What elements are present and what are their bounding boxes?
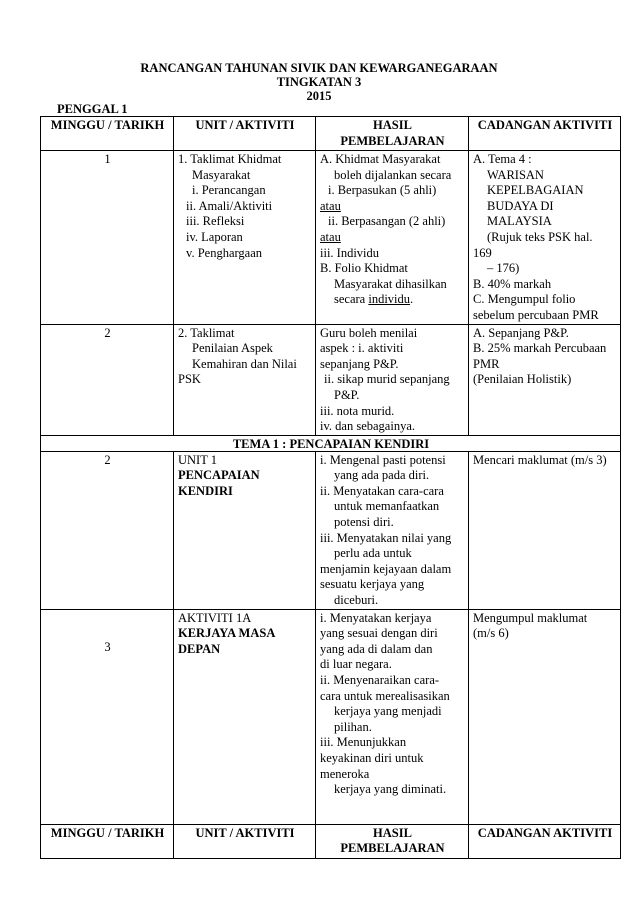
header-hasil: HASIL PEMBELAJARAN <box>316 824 469 858</box>
text-line: WARISAN <box>487 167 544 182</box>
text-line: (Penilaian Holistik) <box>473 372 572 387</box>
table-row <box>41 324 621 435</box>
cell-hasil <box>316 609 469 824</box>
cell-minggu <box>41 609 174 824</box>
text-fragment-underlined: individu <box>368 292 411 307</box>
text-fragment: . <box>410 292 414 307</box>
text-line: PENCAPAIAN <box>178 468 260 483</box>
text-line: 1. Taklimat Khidmat <box>178 152 282 166</box>
text-line: ii. Berpasangan (2 ahli) <box>328 214 446 229</box>
text-line: yang ada pada diri. <box>334 468 430 483</box>
text-line: i. Berpasukan (5 ahli) <box>328 183 437 198</box>
text-line: B. Folio Khidmat <box>320 261 408 276</box>
header-minggu: MINGGU / TARIKH <box>41 117 174 151</box>
text-line: (m/s 6) <box>473 626 509 641</box>
text-line: KENDIRI <box>178 483 233 498</box>
cell-cadangan <box>469 609 621 824</box>
text-line: kerjaya yang diminati. <box>334 782 447 797</box>
table-row <box>41 451 621 609</box>
text-line: yang ada di dalam dan <box>320 641 433 656</box>
cell-unit <box>174 151 316 325</box>
header-unit: UNIT / AKTIVITI <box>174 117 316 151</box>
text-line: i. Perancangan <box>192 183 266 198</box>
text-line: B. 40% markah <box>473 276 552 291</box>
text-line: Penilaian Aspek <box>192 341 273 356</box>
header-cadangan: CADANGAN AKTIVITI <box>469 117 621 151</box>
text-line: Guru boleh menilai <box>320 325 418 340</box>
cell-minggu: 2 <box>41 324 174 435</box>
text-line: A. Sepanjang P&P. <box>473 325 569 340</box>
text-line: i. Menyatakan kerjaya <box>320 610 432 625</box>
text-line: menjamin kejayaan dalam <box>320 561 452 576</box>
text-line: P&P. <box>334 387 360 402</box>
cell-minggu: 2 <box>41 451 174 609</box>
text-line: A. Khidmat Masyarakat <box>320 152 441 166</box>
text-line: aspek : i. aktiviti <box>320 341 404 356</box>
text-line: sebelum percubaan PMR <box>473 307 599 322</box>
header-unit: UNIT / AKTIVITI <box>174 824 316 858</box>
text-line: untuk memanfaatkan <box>334 499 440 514</box>
document-title: RANCANGAN TAHUNAN SIVIK DAN KEWARGANEGARAAN <box>140 61 498 75</box>
text-line: atau <box>320 229 341 244</box>
text-line: MALAYSIA <box>487 214 552 229</box>
cell-hasil <box>316 451 469 609</box>
text-line: Masyarakat <box>192 167 251 182</box>
text-line: diceburi. <box>334 593 379 608</box>
cell-minggu: 1 <box>41 151 174 325</box>
penggal-label: PENGGAL 1 <box>57 102 128 116</box>
document-year: 2015 <box>306 89 332 103</box>
text-line: AKTIVITI 1A <box>178 610 252 625</box>
text-line: sesuatu kerjaya yang <box>320 577 425 592</box>
text-line: pilihan. <box>334 719 372 734</box>
text-line: keyakinan diri untuk <box>320 750 424 765</box>
text-line: iii. Menyatakan nilai yang <box>320 530 452 545</box>
text-line: ii. Menyenaraikan cara- <box>320 673 440 687</box>
header-cadangan: CADANGAN AKTIVITI <box>469 824 621 858</box>
text-line: iii. Refleksi <box>186 214 245 229</box>
text-line: DEPAN <box>178 641 221 656</box>
table-row <box>41 151 621 325</box>
table-row <box>41 609 621 824</box>
text-line: Kemahiran dan Nilai <box>192 356 297 371</box>
text-line: ii. Amali/Aktiviti <box>186 198 273 213</box>
text-line: v. Penghargaan <box>186 245 263 260</box>
cell-unit <box>174 324 316 435</box>
text-line: perlu ada untuk <box>334 546 412 561</box>
text-line: i. Mengenal pasti potensi <box>320 452 446 467</box>
header-minggu: MINGGU / TARIKH <box>41 824 174 858</box>
table-header-row <box>41 117 621 151</box>
text-line: kerjaya yang menjadi <box>334 704 442 719</box>
text-line: iii. Individu <box>320 245 380 260</box>
text-line: BUDAYA DI <box>487 198 554 213</box>
tema-row <box>41 435 621 451</box>
cell-unit <box>174 609 316 824</box>
text-line: B. 25% markah Percubaan <box>473 341 607 356</box>
text-line: sepanjang P&P. <box>320 356 399 371</box>
text-line: cara untuk merealisasikan <box>320 688 450 703</box>
table-footer-header-row <box>41 824 621 858</box>
text-line: potensi diri. <box>334 515 394 530</box>
text-line: 2. Taklimat <box>178 325 235 340</box>
plan-table <box>40 116 621 859</box>
cell-cadangan <box>469 324 621 435</box>
text-line: iii. nota murid. <box>320 403 395 418</box>
text-line: Masyarakat dihasilkan <box>334 276 447 291</box>
text-fragment: secara <box>334 292 366 307</box>
text-line: KERJAYA MASA <box>178 626 276 641</box>
text-line: iv. Laporan <box>186 229 243 244</box>
text-line: ii. Menyatakan cara-cara <box>320 483 444 498</box>
text-line: atau <box>320 198 341 213</box>
text-line: Mengumpul maklumat <box>473 610 588 625</box>
text-line: ii. sikap murid sepanjang <box>324 372 450 387</box>
text-line: (Rujuk teks PSK hal. <box>487 229 593 244</box>
cell-hasil <box>316 151 469 325</box>
document-subtitle-tingkatan: TINGKATAN 3 <box>276 75 362 89</box>
text-line: meneroka <box>320 766 370 781</box>
text-line: boleh dijalankan secara <box>334 167 452 182</box>
text-line: UNIT 1 <box>178 452 218 467</box>
text-line: yang sesuai dengan diri <box>320 626 438 641</box>
text-line: KEPELBAGAIAN <box>487 183 584 198</box>
text-line: 3 <box>104 639 111 654</box>
text-line: PSK <box>178 372 201 387</box>
text-line: – 176) <box>487 261 520 276</box>
text-line: C. Mengumpul folio <box>473 292 576 307</box>
text-line: iv. dan sebagainya. <box>320 419 415 434</box>
text-line: PMR <box>473 356 500 371</box>
text-line: di luar negara. <box>320 657 392 672</box>
cell-cadangan: Mencari maklumat (m/s 3) <box>469 451 621 609</box>
text-line: iii. Menunjukkan <box>320 735 407 750</box>
text-line: 169 <box>473 245 492 260</box>
text-line <box>320 292 465 308</box>
header-hasil: HASIL PEMBELAJARAN <box>316 117 469 151</box>
text-line: A. Tema 4 : <box>473 152 532 166</box>
cell-unit <box>174 451 316 609</box>
cell-cadangan <box>469 151 621 325</box>
tema-heading: TEMA 1 : PENCAPAIAN KENDIRI <box>41 435 621 451</box>
cell-hasil <box>316 324 469 435</box>
